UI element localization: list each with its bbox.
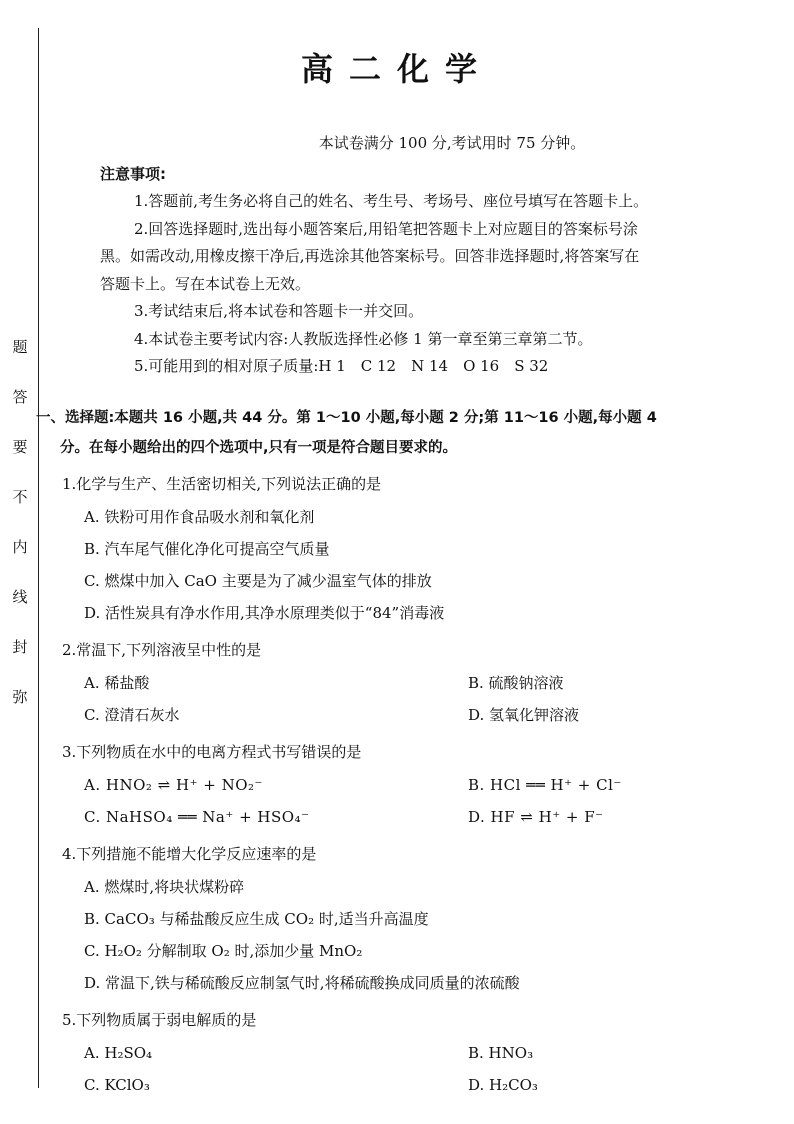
- option-c: C. KClO₃: [84, 1075, 150, 1094]
- notice-item: 1.答题前,考生务必将自己的姓名、考生号、考场号、座位号填写在答题卡上。: [134, 192, 649, 210]
- question-stem: 3.下列物质在水中的电离方程式书写错误的是: [62, 742, 362, 761]
- option-c: C. 澄清石灰水: [84, 705, 180, 724]
- notice-item-cont: 黑。如需改动,用橡皮擦干净后,再选涂其他答案标号。回答非选择题时,将答案写在: [100, 247, 640, 265]
- option-c: C. NaHSO₄ ══ Na⁺ + HSO₄⁻: [84, 807, 310, 826]
- margin-char: 题: [12, 338, 28, 356]
- option-a: A. 稀盐酸: [84, 673, 150, 692]
- question-stem: 2.常温下,下列溶液呈中性的是: [62, 640, 262, 659]
- question-stem: 5.下列物质属于弱电解质的是: [62, 1010, 257, 1029]
- option-a: A. HNO₂ ⇌ H⁺ + NO₂⁻: [84, 775, 263, 794]
- option-a: A. 燃煤时,将块状煤粉碎: [84, 877, 245, 896]
- section-heading-line: 分。在每小题给出的四个选项中,只有一项是符合题目要求的。: [60, 439, 458, 456]
- question-3: [62, 735, 778, 833]
- option-b: B. 硫酸钠溶液: [468, 673, 564, 692]
- option-d: D. 氢氧化钾溶液: [468, 705, 580, 724]
- option-d: D. 活性炭具有净水作用,其净水原理类似于“84”消毒液: [84, 603, 445, 622]
- option-b: B. CaCO₃ 与稀盐酸反应生成 CO₂ 时,适当升高温度: [84, 909, 429, 928]
- option-d: D. 常温下,铁与稀硫酸反应制氢气时,将稀硫酸换成同质量的浓硫酸: [84, 973, 520, 992]
- margin-char: 弥: [12, 688, 28, 706]
- margin-char: 答: [12, 388, 28, 406]
- option-b: B. HCl ══ H⁺ + Cl⁻: [468, 775, 622, 794]
- exam-title: 高二化学: [300, 50, 493, 88]
- section-heading: [36, 403, 778, 463]
- question-1: [62, 467, 778, 629]
- notice-item: 4.本试卷主要考试内容:人教版选择性必修 1 第一章至第三章第二节。: [134, 329, 593, 348]
- notice-item: 3.考试结束后,将本试卷和答题卡一并交回。: [134, 302, 424, 320]
- option-d: D. HF ⇌ H⁺ + F⁻: [468, 807, 604, 826]
- option-d: D. H₂CO₃: [468, 1075, 538, 1094]
- option-b: B. HNO₃: [468, 1043, 534, 1062]
- question-stem: 1.化学与生产、生活密切相关,下列说法正确的是: [62, 474, 382, 493]
- question-4: [62, 837, 778, 999]
- notice-item: 2.回答选择题时,选出每小题答案后,用铅笔把答题卡上对应题目的答案标号涂: [134, 219, 638, 238]
- binding-margin-line: [38, 28, 39, 1088]
- exam-meta: 本试卷满分 100 分,考试用时 75 分钟。: [318, 134, 586, 152]
- margin-char: 内: [12, 538, 28, 556]
- option-a: A. 铁粉可用作食品吸水剂和氧化剂: [84, 507, 315, 526]
- margin-char: 线: [12, 588, 28, 606]
- question-5: [62, 1003, 778, 1101]
- notice-heading: 注意事项:: [100, 165, 166, 183]
- question-2: [62, 633, 778, 731]
- option-c: C. H₂O₂ 分解制取 O₂ 时,添加少量 MnO₂: [84, 941, 363, 960]
- section-heading-line: 一、选择题:本题共 16 小题,共 44 分。第 1～10 小题,每小题 2 分;第 11～16 小题,每小题 4: [36, 409, 657, 426]
- binding-margin-notice: [10, 340, 30, 740]
- notice-item-cont: 答题卡上。写在本试卷上无效。: [100, 274, 311, 293]
- option-a: A. H₂SO₄: [84, 1043, 153, 1062]
- question-stem: 4.下列措施不能增大化学反应速率的是: [62, 844, 317, 863]
- notice-item: 5.可能用到的相对原子质量:H 1 C 12 N 14 O 16 S 32: [134, 357, 549, 375]
- margin-char: 要: [12, 438, 28, 456]
- exam-content: [36, 132, 778, 1101]
- option-c: C. 燃煤中加入 CaO 主要是为了减少温室气体的排放: [84, 571, 432, 590]
- margin-char: 不: [12, 488, 28, 506]
- notice-list: [66, 188, 778, 381]
- option-b: B. 汽车尾气催化净化可提高空气质量: [84, 539, 330, 558]
- margin-char: 封: [12, 638, 28, 656]
